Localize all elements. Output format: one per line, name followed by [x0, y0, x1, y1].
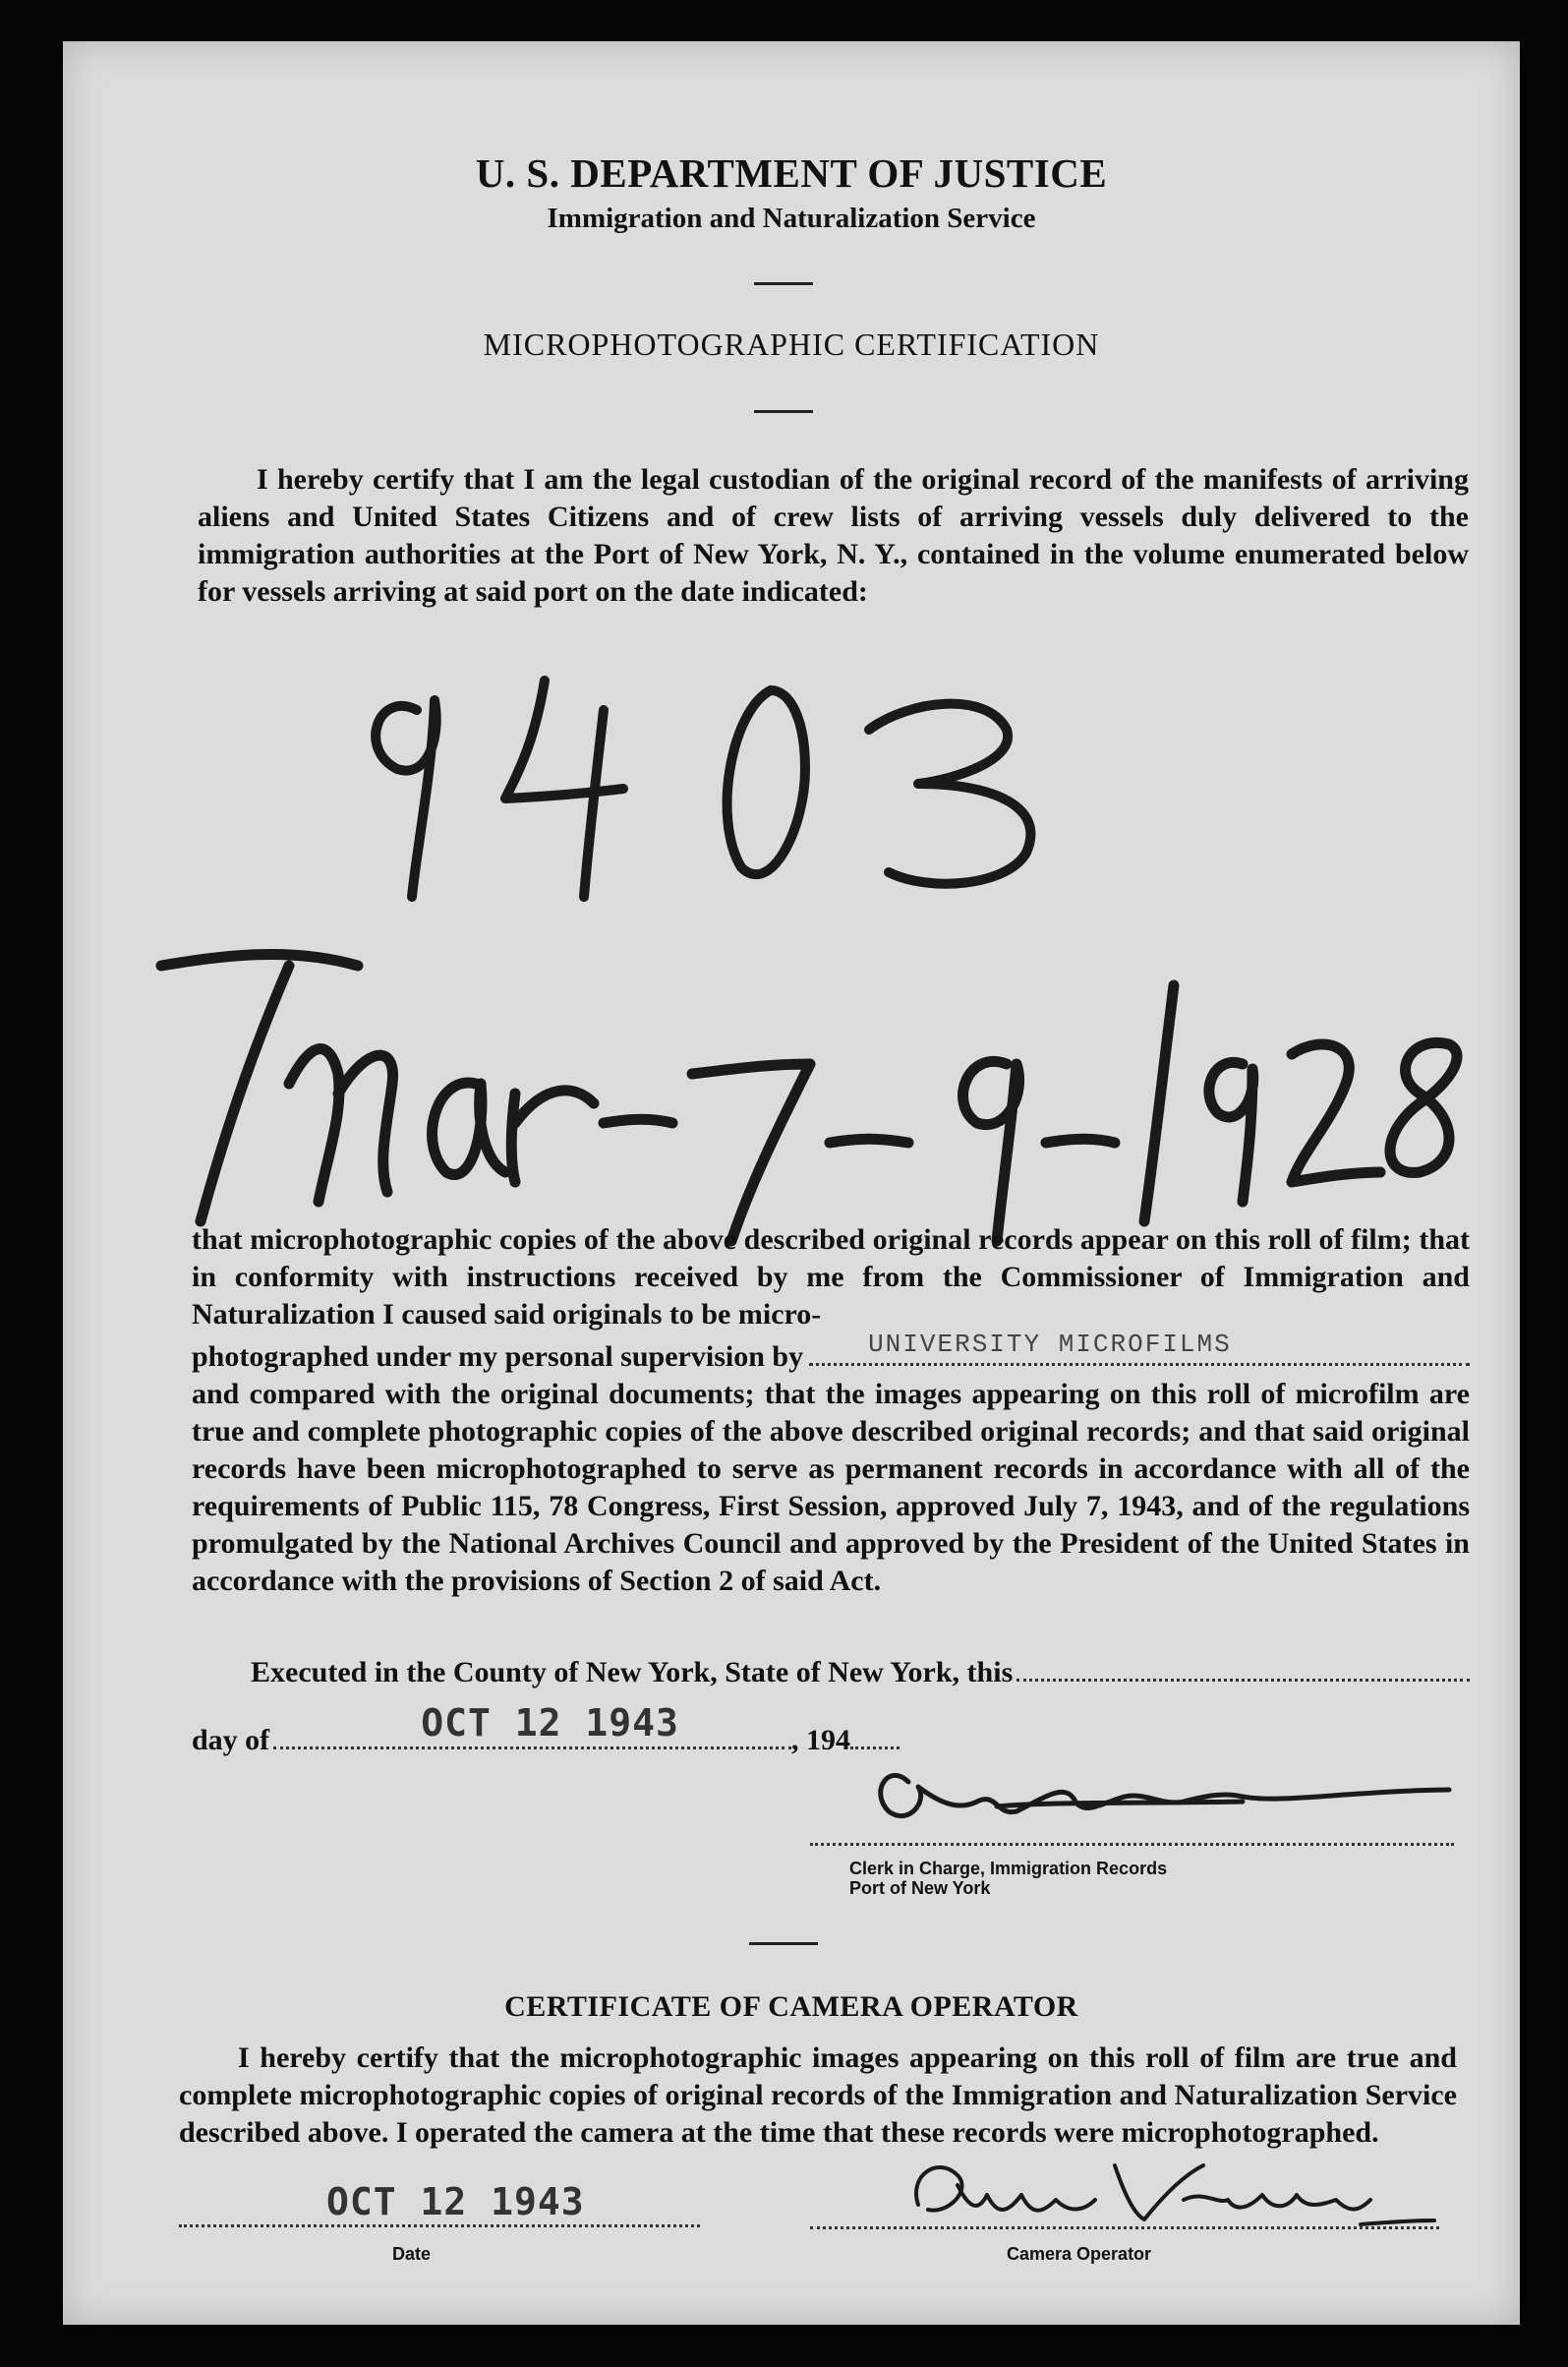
- supervisor-field: [809, 1330, 1470, 1366]
- camera-operator-label: Camera Operator: [1007, 2244, 1152, 2264]
- date-label: Date: [392, 2244, 432, 2264]
- service-heading: Immigration and Naturalization Service: [547, 203, 1036, 234]
- camera-certificate-text: I hereby certify that the microphotographic images appearing on this roll of film are true and complete microphotographic copies of original records of the Immigration and Naturalization Service described above. I operated the camera at the time that these records were microphotographed.: [179, 2042, 1457, 2149]
- day-of-line: [192, 1701, 900, 1757]
- intro-paragraph: I hereby certify that I am the legal custodian of the original record of the manifests of arriving aliens and United States Citizens and of crew lists of arriving vessels duly delivered to the immigration authorities at the Port of New York, N. Y., contained in the volume enumerated below for vessels arriving at said port on the date indicated:: [198, 463, 1469, 608]
- divider: [749, 1942, 818, 1945]
- divider: [754, 282, 813, 285]
- camera-certificate-title: CERTIFICATE OF CAMERA OPERATOR: [504, 1990, 1078, 2023]
- handwritten-volume-number: [319, 631, 1105, 917]
- year-prefix: , 194: [791, 1724, 850, 1756]
- execution-stamp-date: OCT 12 1943: [421, 1701, 679, 1745]
- clerk-signature: [849, 1743, 1459, 1841]
- day-of-label: day of: [192, 1724, 270, 1756]
- department-heading: U. S. DEPARTMENT OF JUSTICE: [475, 150, 1108, 196]
- operator-stamp-date: OCT 12 1943: [326, 2180, 585, 2223]
- divider: [754, 410, 813, 413]
- date-field: [179, 2180, 700, 2227]
- supervision-label: photographed under my personal supervision by: [192, 1340, 804, 1373]
- handwritten-date: [142, 926, 1518, 1261]
- clerk-title: Clerk in Charge, Immigration Records Port of New York: [849, 1859, 1168, 1898]
- certification-title: MICROPHOTOGRAPHIC CERTIFICATION: [483, 326, 1100, 362]
- executed-text: Executed in the County of New York, State of New York, this: [251, 1656, 1014, 1688]
- operator-signature: [849, 2146, 1439, 2234]
- body-paragraph: that microphotographic copies of the above described original records appear on this roll of film; that in conformity with instructions received by me from the Commissioner of Immigration and Naturalization I caused said originals to be micro- photographed under my personal supervision by UNIVERSITY MICROFILMS and compared with the original documents; that the images appearing on this roll of microfilm are true and complete photographic copies of the above described original records; and that said original records have been microphotographed to serve as permanent records in accordance with all of the requirements of Public 115, 78 Congress, First Session, approved July 7, 1943, and of the regulations promulgated by the National Archives Council and approved by the President of the United States in accordance with the provisions of Section 2 of said Act.: [192, 1223, 1470, 1597]
- supervisor-name: UNIVERSITY MICROFILMS: [868, 1330, 1232, 1359]
- certificate-page: [63, 41, 1520, 2325]
- execution-section: [192, 1654, 1470, 1691]
